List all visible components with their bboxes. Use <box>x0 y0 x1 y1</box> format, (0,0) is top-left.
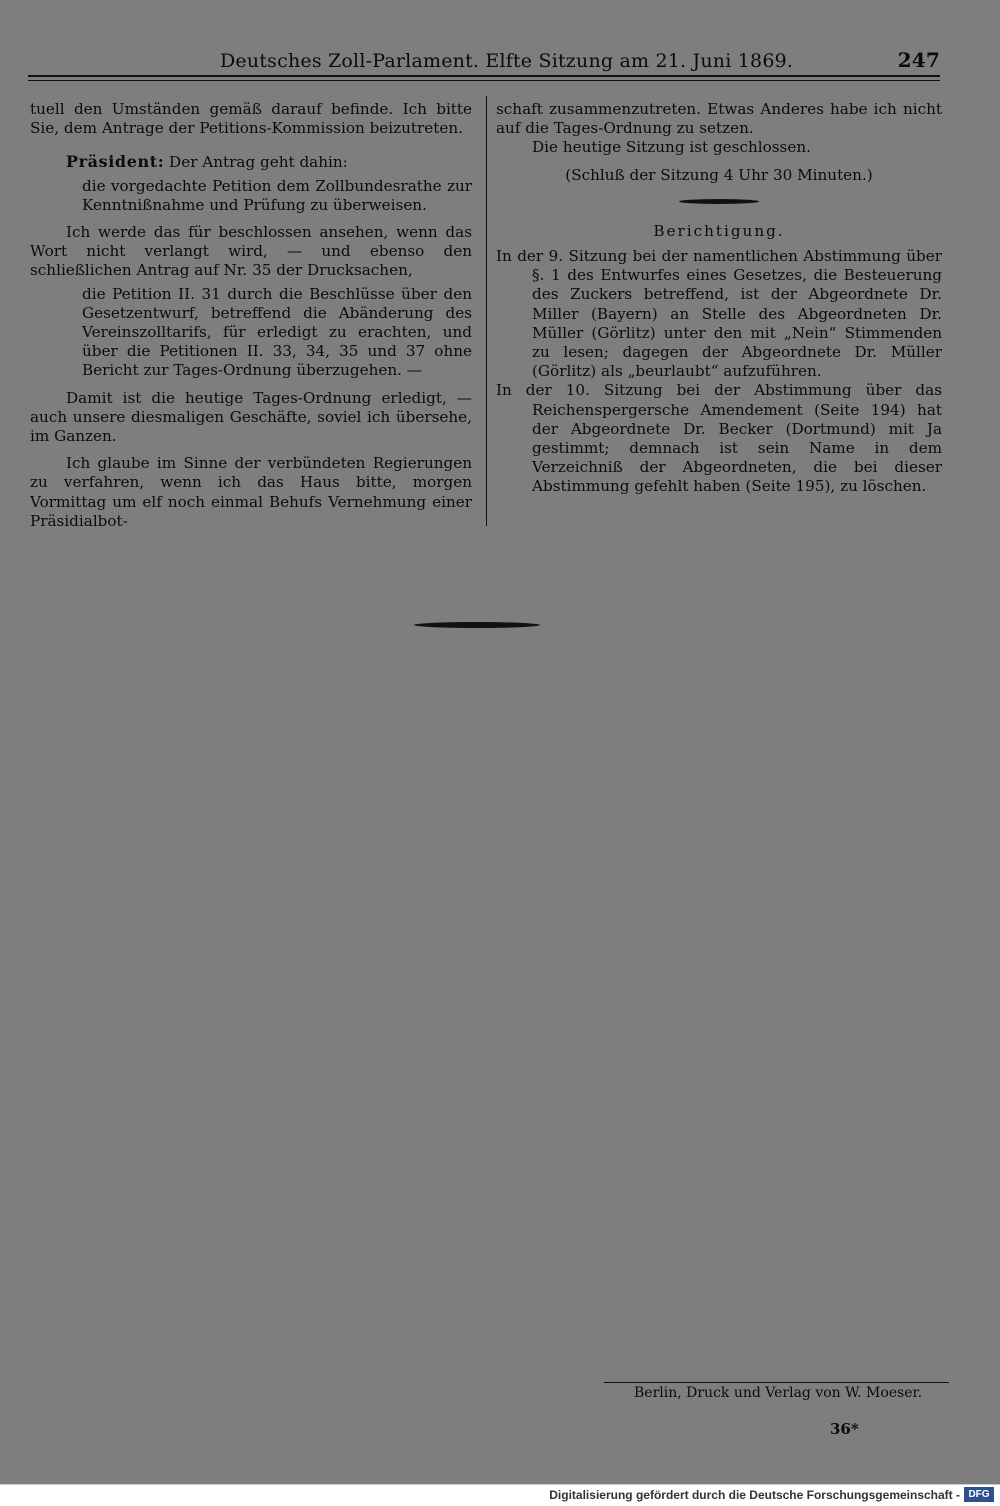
ornament-rule <box>679 199 759 204</box>
section-heading: Berichtigung. <box>653 221 785 240</box>
left-column <box>30 100 472 531</box>
paragraph: schaft zusammenzutreten. Etwas Anderes habe ich nicht auf die Tages-Ordnung zu setzen. <box>496 100 942 138</box>
page-ornament-rule <box>414 622 540 628</box>
session-end-note: (Schluß der Sitzung 4 Uhr 30 Minuten.) <box>565 165 873 184</box>
paragraph-president <box>30 152 472 172</box>
funding-note: Digitalisierung gefördert durch die Deutsche Forschungsgemeinschaft - <box>549 1488 960 1502</box>
speaker-text: Der Antrag geht dahin: <box>164 153 348 172</box>
header-rule <box>28 75 940 77</box>
header-rule-thin <box>28 80 940 81</box>
running-title: Deutsches Zoll-Parlament. Elfte Sitzung am 21. Juni 1869. <box>220 50 794 72</box>
paragraph: Ich werde das für beschlossen ansehen, wenn das Wort nicht verlangt wird, — und ebenso den schließlichen Antrag auf Nr. 35 der Drucksachen, <box>30 223 472 280</box>
paragraph: Damit ist die heutige Tages-Ordnung erledigt, — auch unsere diesmaligen Geschäfte, soviel ich übersehe, im Ganzen. <box>30 388 472 446</box>
correction-item: In der 10. Sitzung bei der Abstimmung über das Reichenspergersche Amendement (Seite 194) hat der Abgeordnete Dr. Becker (Dortmund) mit Ja gestimmt; demnach ist sein Name in dem Verzeichniß der Abgeordneten, die bei dieser Abstimmung gefehlt haben (Seite 195), zu löschen. <box>496 381 942 496</box>
column-divider <box>486 96 487 526</box>
right-column <box>496 100 942 497</box>
signature-mark: 36* <box>830 1420 859 1438</box>
motion-quote: die Petition II. 31 durch die Beschlüsse über den Gesetzentwurf, betreffend die Abänderung des Vereinszolltarifs, für erledigt zu erachten, und über die Petitionen II. 33, 34, 35 und 37 ohne Bericht zur Tages-Ordnung überzugehen. — <box>82 284 472 380</box>
running-header <box>28 46 940 76</box>
closing-line: Die heutige Sitzung ist geschlossen. <box>532 138 811 157</box>
imprint: Berlin, Druck und Verlag von W. Moeser. <box>634 1385 923 1401</box>
footer-bar <box>0 1484 1000 1506</box>
paragraph: tuell den Umständen gemäß darauf befinde. Ich bitte Sie, dem Antrage der Petitions-Kommission beizutreten. <box>30 100 472 138</box>
dfg-logo[interactable]: DFG <box>964 1487 994 1502</box>
imprint-rule <box>604 1382 949 1383</box>
paragraph: Ich glaube im Sinne der verbündeten Regierungen zu verfahren, wenn ich das Haus bitte, morgen Vormittag um elf noch einmal Behufs Vernehmung einer Präsidialbot- <box>30 454 472 530</box>
motion-quote: die vorgedachte Petition dem Zollbundesrathe zur Kenntnißnahme und Prüfung zu überweisen. <box>82 176 472 214</box>
page-number: 247 <box>897 48 940 72</box>
speaker-label: Präsident: <box>66 152 165 172</box>
correction-item: In der 9. Sitzung bei der namentlichen Abstimmung über §. 1 des Entwurfes eines Gesetzes, die Besteuerung des Zuckers betreffend, ist der Abgeordnete Dr. Miller (Bayern) an Stelle des Abgeordneten Dr. Müller (Görlitz) unter den mit „Nein“ Stimmenden zu lesen; dagegen der Abgeordnete Dr. Müller (Görlitz) als „beurlaubt“ aufzuführen. <box>496 247 942 381</box>
